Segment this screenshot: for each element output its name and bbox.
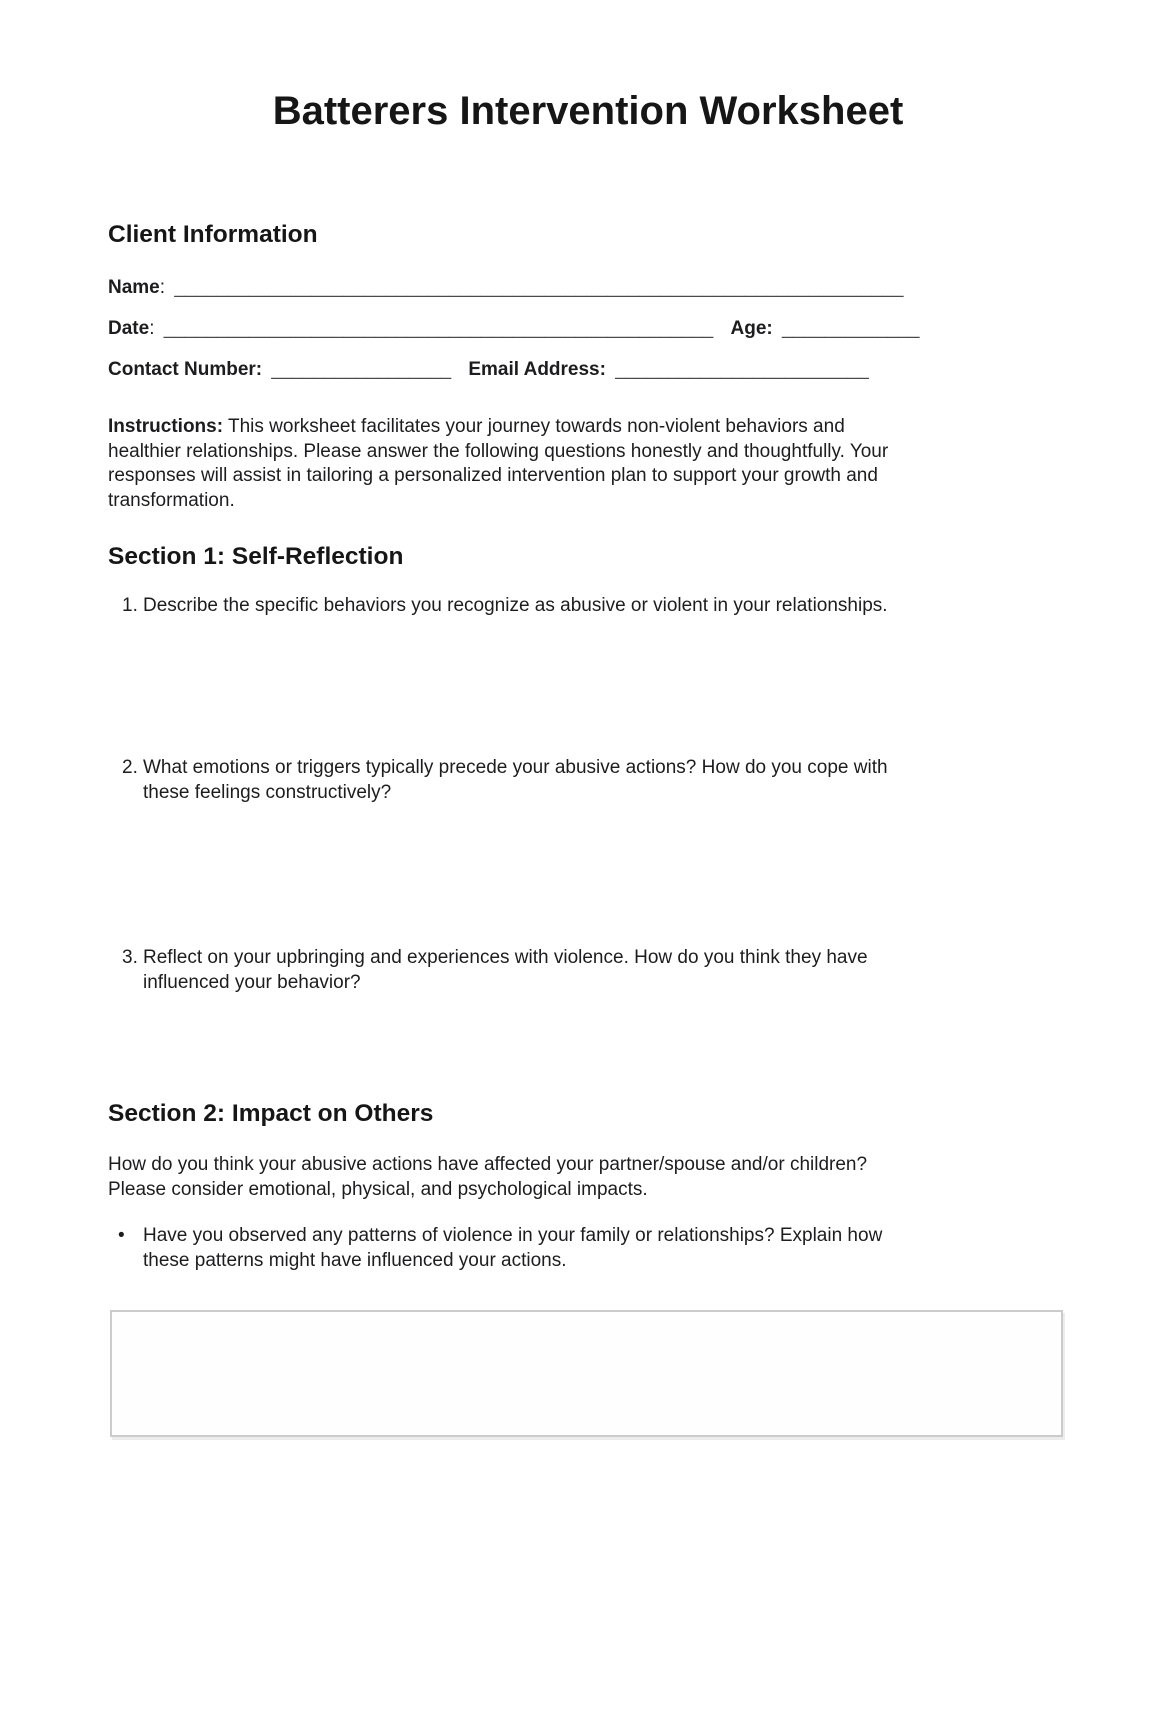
email-address-label: Email Address: xyxy=(468,359,606,380)
date-age-field-row xyxy=(108,316,1068,341)
section-2-intro xyxy=(108,1152,1068,1202)
instructions-label: Instructions: xyxy=(108,416,224,437)
date-label: Date xyxy=(108,318,150,339)
question-3-text xyxy=(143,945,868,995)
question-2 xyxy=(108,755,1068,805)
date-colon: : xyxy=(149,318,155,339)
email-address-blank-line: ________________________ xyxy=(615,359,869,380)
bullet-question-text xyxy=(143,1223,882,1273)
instructions-paragraph xyxy=(108,415,1068,513)
age-blank-line: _____________ xyxy=(782,318,920,339)
name-blank-line: _____________________________________________________________________ xyxy=(174,277,904,298)
question-3-number: 3. xyxy=(122,947,138,968)
question-2-line-2: these feelings constructively? xyxy=(143,782,392,803)
name-label: Name xyxy=(108,277,160,298)
contact-number-blank-line: _________________ xyxy=(271,359,452,380)
bullet-question xyxy=(108,1223,1068,1273)
question-1-number: 1. xyxy=(122,595,138,616)
contact-email-field-row xyxy=(108,357,1068,382)
question-3-line-2: influenced your behavior? xyxy=(143,972,361,993)
question-2-line-1: What emotions or triggers typically precede your abusive actions? How do you cope with xyxy=(143,757,888,778)
question-3-line-1: Reflect on your upbringing and experiences with violence. How do you think they have xyxy=(143,947,868,968)
instructions-line-1 xyxy=(108,415,1068,440)
instructions-line-2: healthier relationships. Please answer the following questions honestly and thoughtfully. Your xyxy=(108,440,889,462)
question-1-line-1: Describe the specific behaviors you recognize as abusive or violent in your relationships. xyxy=(143,595,888,616)
section-2-intro-line-2: Please consider emotional, physical, and psychological impacts. xyxy=(108,1179,648,1200)
bullet-question-line-1: Have you observed any patterns of violence in your family or relationships? Explain how xyxy=(143,1225,883,1246)
question-2-text xyxy=(143,755,888,805)
question-1-text xyxy=(143,593,888,618)
page-title: Batterers Intervention Worksheet xyxy=(272,89,904,133)
date-blank-line: ____________________________________________________ xyxy=(163,318,714,339)
instructions-line-3: responses will assist in tailoring a personalized intervention plan to support your growth and xyxy=(108,465,878,486)
age-label: Age: xyxy=(730,318,773,339)
section-1-heading: Section 1: Self-Reflection xyxy=(108,543,404,570)
question-2-number: 2. xyxy=(122,757,138,778)
answer-text-box[interactable] xyxy=(110,1310,1063,1437)
instructions-line-1-text: This worksheet facilitates your journey towards non-violent behaviors and xyxy=(223,416,845,437)
name-colon: : xyxy=(159,277,166,298)
client-information-heading: Client Information xyxy=(108,221,318,248)
name-field-row xyxy=(108,275,1068,300)
section-2-heading: Section 2: Impact on Others xyxy=(108,1100,434,1127)
bullet-question-line-2: these patterns might have influenced your actions. xyxy=(143,1250,567,1271)
question-1 xyxy=(108,593,1068,618)
worksheet-page xyxy=(0,88,1176,1718)
contact-number-label: Contact Number: xyxy=(108,359,263,380)
instructions-line-4: transformation. xyxy=(108,489,235,511)
bullet-marker: • xyxy=(118,1225,125,1246)
question-3 xyxy=(108,945,1068,995)
section-2-intro-line-1: How do you think your abusive actions have affected your partner/spouse and/or children? xyxy=(108,1154,868,1175)
